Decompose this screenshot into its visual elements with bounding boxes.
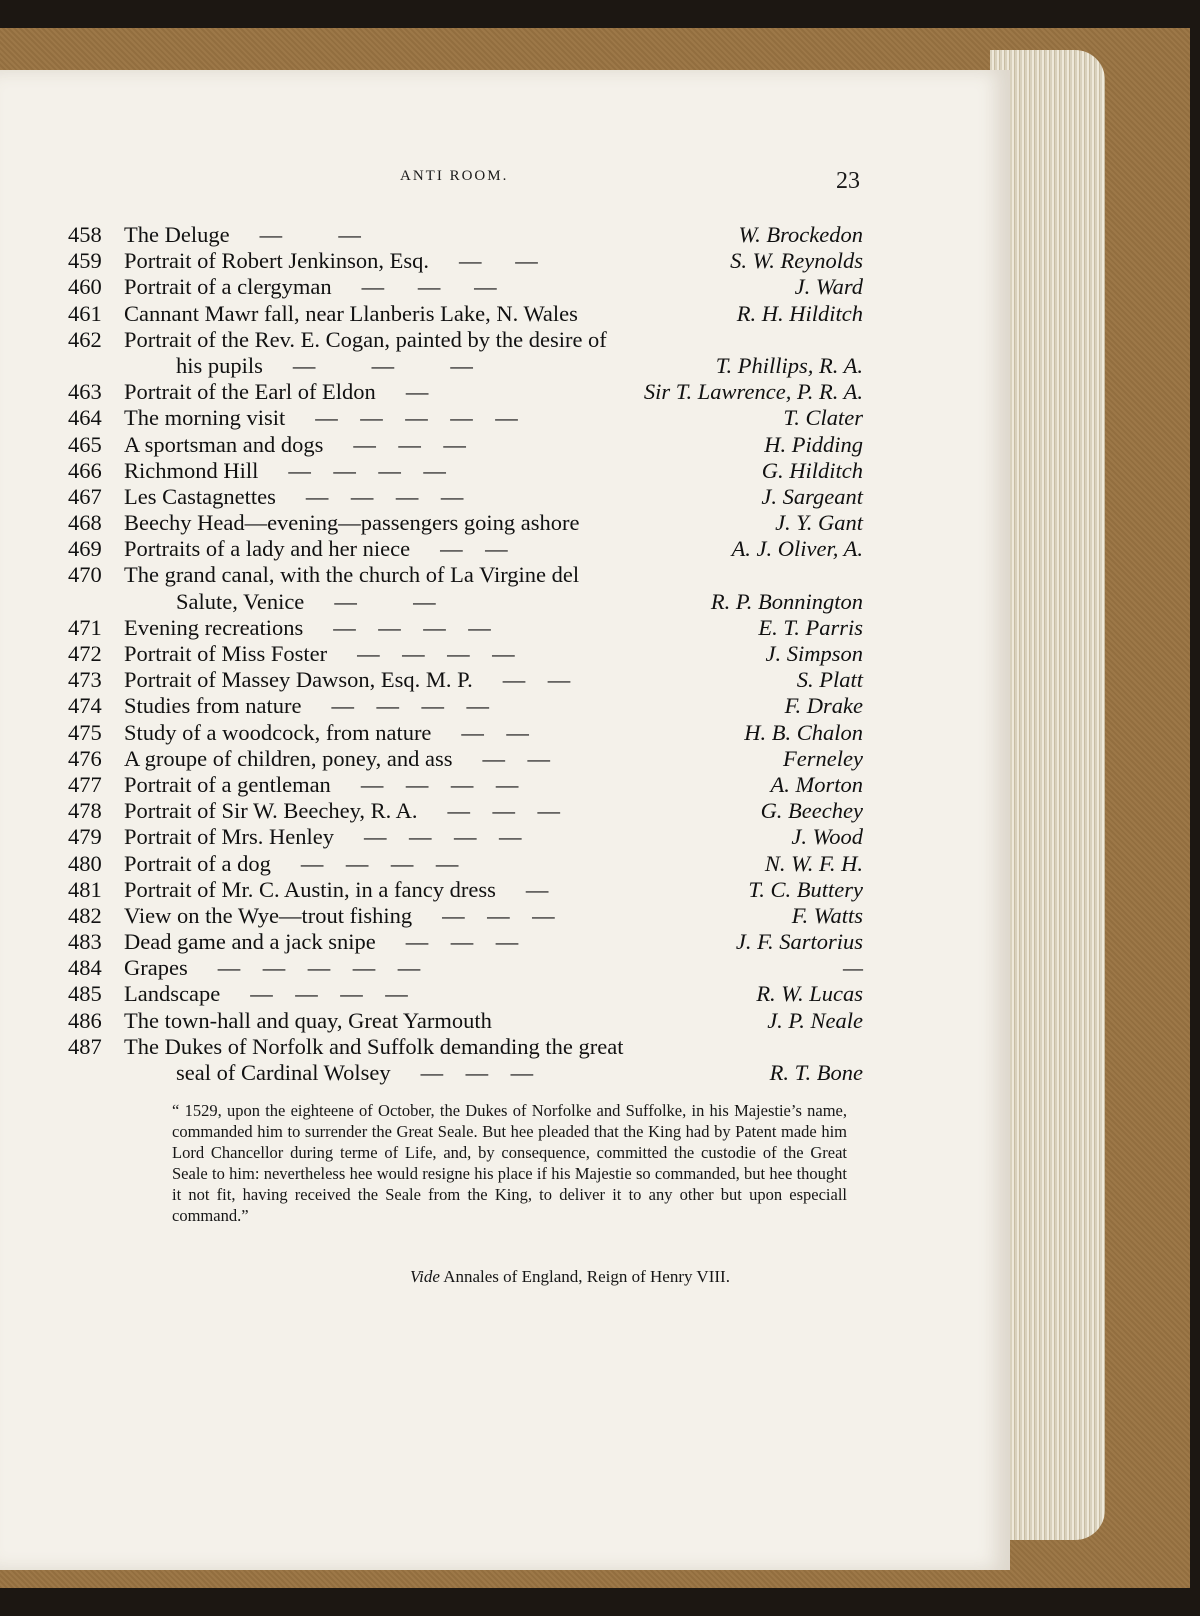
entry-dashes: — — bbox=[334, 588, 436, 614]
entry-dashes: — — — — bbox=[250, 981, 408, 1007]
entry-number: 475 bbox=[68, 719, 102, 745]
entry-number: 476 bbox=[68, 745, 102, 771]
entry-number: 467 bbox=[68, 483, 102, 509]
entry-artist: R. P. Bonnington bbox=[710, 588, 863, 614]
entry-dashes: — — — bbox=[447, 798, 561, 824]
entry-title bbox=[124, 562, 609, 588]
entry-artist: R. W. Lucas bbox=[756, 981, 863, 1007]
entry-title-text: Portrait of Mr. C. Austin, in a fancy dress bbox=[124, 876, 496, 902]
entry-title-text: his pupils bbox=[176, 352, 263, 378]
entry-artist: W. Brockedon bbox=[738, 222, 863, 247]
entry-title bbox=[124, 981, 408, 1007]
entry-title bbox=[124, 510, 609, 536]
citation-vide: Vide bbox=[410, 1267, 440, 1286]
entry-dashes: — — bbox=[259, 222, 361, 247]
entry-title-text: Salute, Venice bbox=[176, 588, 305, 614]
entry-dashes: — bbox=[405, 379, 429, 405]
entry-dashes: — — — bbox=[353, 431, 466, 457]
entry-artist: T. C. Buttery bbox=[748, 876, 863, 902]
entry-title-text: Portrait of Miss Foster bbox=[124, 641, 328, 666]
entry-artist: T. Phillips, R. A. bbox=[715, 352, 863, 378]
catalogue-entry bbox=[68, 353, 863, 379]
entry-artist: J. Wood bbox=[791, 824, 863, 850]
catalogue-entry bbox=[68, 510, 863, 536]
entry-title-text: Portrait of Mrs. Henley bbox=[124, 824, 334, 850]
entry-dashes: — — — bbox=[292, 352, 473, 378]
entry-number: 481 bbox=[68, 876, 102, 902]
entry-artist: F. Drake bbox=[784, 693, 863, 719]
entry-title bbox=[124, 824, 521, 850]
entry-title bbox=[124, 458, 446, 484]
entry-title bbox=[124, 379, 428, 405]
entry-dashes: — — — bbox=[442, 902, 555, 928]
entry-artist: J. P. Neale bbox=[767, 1007, 863, 1033]
entry-title-text: Portrait of a gentleman bbox=[124, 771, 331, 797]
catalogue-entry bbox=[68, 589, 863, 615]
entry-number: 464 bbox=[68, 405, 102, 431]
entry-title bbox=[124, 641, 515, 667]
entry-title bbox=[124, 1008, 522, 1034]
entry-title-text: Evening recreations bbox=[124, 614, 304, 640]
entry-dashes: — — — — bbox=[331, 693, 489, 719]
entry-number: 483 bbox=[68, 929, 102, 955]
entry-title bbox=[124, 772, 518, 798]
entry-number: 460 bbox=[68, 274, 102, 300]
entry-artist: S. W. Reynolds bbox=[730, 248, 863, 274]
entry-number: 468 bbox=[68, 510, 102, 536]
entry-title-text: seal of Cardinal Wolsey bbox=[176, 1060, 391, 1085]
entry-dashes: — — — bbox=[405, 929, 519, 955]
entry-title bbox=[124, 327, 637, 353]
catalogue-entry bbox=[68, 720, 863, 746]
entry-number: 470 bbox=[68, 562, 102, 588]
entry-artist: R. H. Hilditch bbox=[736, 300, 863, 326]
entry-title bbox=[176, 589, 436, 615]
catalogue-entry bbox=[68, 903, 863, 929]
entry-title-text: The morning visit bbox=[124, 405, 286, 431]
entry-artist: H. Pidding bbox=[764, 431, 863, 457]
entry-artist: G. Beechey bbox=[760, 798, 863, 824]
entry-number: 473 bbox=[68, 667, 102, 693]
entry-number: 485 bbox=[68, 981, 102, 1007]
catalogue-entry bbox=[68, 851, 863, 877]
entry-dashes: — — — — bbox=[333, 614, 491, 640]
entry-title-text: The grand canal, with the church of La Virgine del bbox=[124, 562, 580, 588]
entry-dashes: — — bbox=[440, 536, 508, 562]
entry-artist: G. Hilditch bbox=[761, 457, 863, 483]
entry-title-text: Dead game and a jack snipe bbox=[124, 929, 376, 955]
entry-dashes: — — — bbox=[420, 1060, 534, 1085]
entry-dashes: — — — — bbox=[300, 850, 459, 876]
entry-title-text: The Dukes of Norfolk and Suffolk demanding the great bbox=[124, 1033, 624, 1059]
entry-title bbox=[124, 484, 463, 510]
catalogue-entry bbox=[68, 536, 863, 562]
entry-number: 466 bbox=[68, 457, 102, 483]
entry-artist: — bbox=[842, 955, 863, 981]
entry-title-text: Portrait of a clergyman bbox=[124, 274, 332, 300]
entry-title-text: Portrait of Massey Dawson, Esq. M. P. bbox=[124, 667, 473, 693]
entry-title bbox=[124, 877, 548, 903]
entry-title-text: Grapes bbox=[124, 955, 188, 981]
entry-title bbox=[124, 693, 489, 719]
catalogue-entry bbox=[68, 641, 863, 667]
catalogue-entry bbox=[68, 929, 863, 955]
catalogue-entry bbox=[68, 222, 863, 248]
entry-artist: J. Y. Gant bbox=[775, 510, 863, 536]
entry-dashes: — — — — — bbox=[315, 405, 518, 431]
entry-title-text: Studies from nature bbox=[124, 693, 302, 719]
entry-number: 477 bbox=[68, 771, 102, 797]
page-number: 23 bbox=[836, 168, 860, 194]
catalogue-entry bbox=[68, 1034, 863, 1060]
catalogue-entry bbox=[68, 248, 863, 274]
catalogue-entry bbox=[68, 615, 863, 641]
catalogue-entry bbox=[68, 327, 863, 353]
entry-number: 478 bbox=[68, 798, 102, 824]
entry-artist: E. T. Parris bbox=[758, 614, 863, 640]
catalogue-entry bbox=[68, 301, 863, 327]
catalogue-entry bbox=[68, 772, 863, 798]
entry-title-text: Landscape bbox=[124, 981, 221, 1007]
catalogue-entry bbox=[68, 798, 863, 824]
catalogue-entry bbox=[68, 484, 863, 510]
catalogue-entries bbox=[68, 222, 863, 1086]
entry-dashes: — — — bbox=[361, 274, 497, 300]
entry-title bbox=[124, 746, 550, 772]
catalogue-entry bbox=[68, 824, 863, 850]
entry-dashes: — — bbox=[458, 248, 538, 274]
entry-title bbox=[124, 405, 518, 431]
entry-artist: F. Watts bbox=[791, 902, 863, 928]
entry-title-text: Cannant Mawr fall, near Llanberis Lake, N. Wales bbox=[124, 300, 578, 326]
entry-dashes: — — — — bbox=[360, 771, 519, 797]
entry-title-text: Portrait of the Rev. E. Cogan, painted by the desire of bbox=[124, 326, 607, 352]
entry-artist: Sir T. Lawrence, P. R. A. bbox=[643, 379, 863, 405]
catalogue-entry bbox=[68, 693, 863, 719]
catalogue-entry bbox=[68, 1008, 863, 1034]
entry-number: 484 bbox=[68, 955, 102, 981]
entry-artist: T. Clater bbox=[783, 405, 863, 431]
entry-number: 486 bbox=[68, 1007, 102, 1033]
entry-title-text: The Deluge bbox=[124, 222, 230, 247]
catalogue-entry bbox=[68, 274, 863, 300]
historical-quote bbox=[172, 1100, 847, 1226]
entry-title bbox=[124, 851, 458, 877]
entry-number: 479 bbox=[68, 824, 102, 850]
entry-title-text: Richmond Hill bbox=[124, 457, 259, 483]
entry-artist: J. Ward bbox=[794, 274, 863, 300]
entry-title bbox=[176, 353, 473, 379]
entry-title bbox=[124, 667, 570, 693]
running-header: ANTI ROOM. bbox=[400, 168, 509, 184]
catalogue-entry bbox=[68, 458, 863, 484]
entry-number: 462 bbox=[68, 326, 102, 352]
entry-title bbox=[124, 903, 555, 929]
catalogue-entry bbox=[68, 1060, 863, 1086]
quote-text: “ 1529, upon the eighteene of October, the Dukes of Norfolke and Suffolke, in his Majestie’s name, commanded him to surrender the Great Seale. But hee pleaded that the King had by Patent made him Lord Chancellor during terme of Life, and, by consequence, committed the custodie of the Great Seale to him: nevertheless hee would resigne his place if his Majestie so commanded, but hee thought it not fit, having received the Seale from the King, to deliver it to any other but upon especiall command.” bbox=[172, 1101, 847, 1225]
entry-title bbox=[124, 248, 538, 274]
entry-title-text: The town-hall and quay, Great Yarmouth bbox=[124, 1007, 492, 1033]
entry-title bbox=[124, 929, 518, 955]
entry-title bbox=[124, 1034, 653, 1060]
quote-citation bbox=[410, 1267, 730, 1287]
entry-artist: A. Morton bbox=[770, 771, 863, 797]
entry-number: 471 bbox=[68, 614, 102, 640]
entry-title bbox=[176, 1060, 533, 1086]
entry-title-text: Beechy Head—evening—passengers going ashore bbox=[124, 510, 580, 536]
entry-artist: S. Platt bbox=[796, 667, 863, 693]
entry-number: 465 bbox=[68, 431, 102, 457]
entry-number: 480 bbox=[68, 850, 102, 876]
entry-dashes: — — — — — bbox=[217, 955, 421, 981]
entry-number: 474 bbox=[68, 693, 102, 719]
entry-title-text: Study of a woodcock, from nature bbox=[124, 719, 432, 745]
entry-title-text: Portraits of a lady and her niece bbox=[124, 536, 411, 562]
entry-dashes: — — bbox=[461, 719, 529, 745]
entry-number: 482 bbox=[68, 902, 102, 928]
entry-title bbox=[124, 222, 361, 248]
catalogue-entry bbox=[68, 877, 863, 903]
catalogue-entry bbox=[68, 981, 863, 1007]
entry-title-text: Les Castagnettes bbox=[124, 483, 276, 509]
entry-artist: A. J. Oliver, A. bbox=[731, 536, 863, 562]
catalogue-entry bbox=[68, 432, 863, 458]
entry-title bbox=[124, 432, 466, 458]
entry-title bbox=[124, 615, 491, 641]
entry-artist: H. B. Chalon bbox=[744, 719, 863, 745]
catalogue-entry bbox=[68, 379, 863, 405]
entry-dashes: — — — — bbox=[363, 824, 522, 850]
entry-number: 459 bbox=[68, 248, 102, 274]
entry-number: 487 bbox=[68, 1033, 102, 1059]
entry-dashes: — — bbox=[482, 745, 550, 771]
catalogue-entry bbox=[68, 667, 863, 693]
citation-text: Annales of England, Reign of Henry VIII. bbox=[443, 1267, 730, 1286]
entry-number: 472 bbox=[68, 641, 102, 666]
entry-number: 463 bbox=[68, 379, 102, 405]
entry-artist: J. Sargeant bbox=[761, 483, 863, 509]
entry-dashes: — — — — bbox=[357, 641, 515, 666]
catalogue-entry bbox=[68, 562, 863, 588]
entry-number: 469 bbox=[68, 536, 102, 562]
entry-title-text: A groupe of children, poney, and ass bbox=[124, 745, 453, 771]
entry-title-text: Portrait of a dog bbox=[124, 850, 271, 876]
entry-artist: Ferneley bbox=[783, 745, 863, 771]
entry-title-text: View on the Wye—trout fishing bbox=[124, 902, 413, 928]
catalogue-entry bbox=[68, 955, 863, 981]
entry-number: 461 bbox=[68, 300, 102, 326]
entry-title bbox=[124, 301, 608, 327]
entry-title-text: Portrait of the Earl of Eldon bbox=[124, 379, 376, 405]
entry-title bbox=[124, 536, 508, 562]
entry-title-text: Portrait of Sir W. Beechey, R. A. bbox=[124, 798, 418, 824]
catalogue-entry bbox=[68, 405, 863, 431]
entry-title-text: Portrait of Robert Jenkinson, Esq. bbox=[124, 248, 429, 274]
catalogue-entry bbox=[68, 746, 863, 772]
entry-dashes: — — — — bbox=[288, 457, 446, 483]
entry-dashes: — — — — bbox=[305, 483, 464, 509]
entry-title bbox=[124, 720, 529, 746]
entry-title bbox=[124, 955, 420, 981]
entry-dashes: — — bbox=[502, 667, 571, 693]
entry-artist: R. T. Bone bbox=[769, 1060, 863, 1085]
entry-artist: J. Simpson bbox=[765, 641, 863, 666]
entry-title bbox=[124, 798, 560, 824]
entry-dashes: — bbox=[525, 876, 549, 902]
entry-artist: N. W. F. H. bbox=[764, 850, 863, 876]
entry-number: 458 bbox=[68, 222, 102, 247]
entry-title-text: A sportsman and dogs bbox=[124, 431, 324, 457]
entry-artist: J. F. Sartorius bbox=[735, 929, 863, 955]
entry-title bbox=[124, 274, 497, 300]
